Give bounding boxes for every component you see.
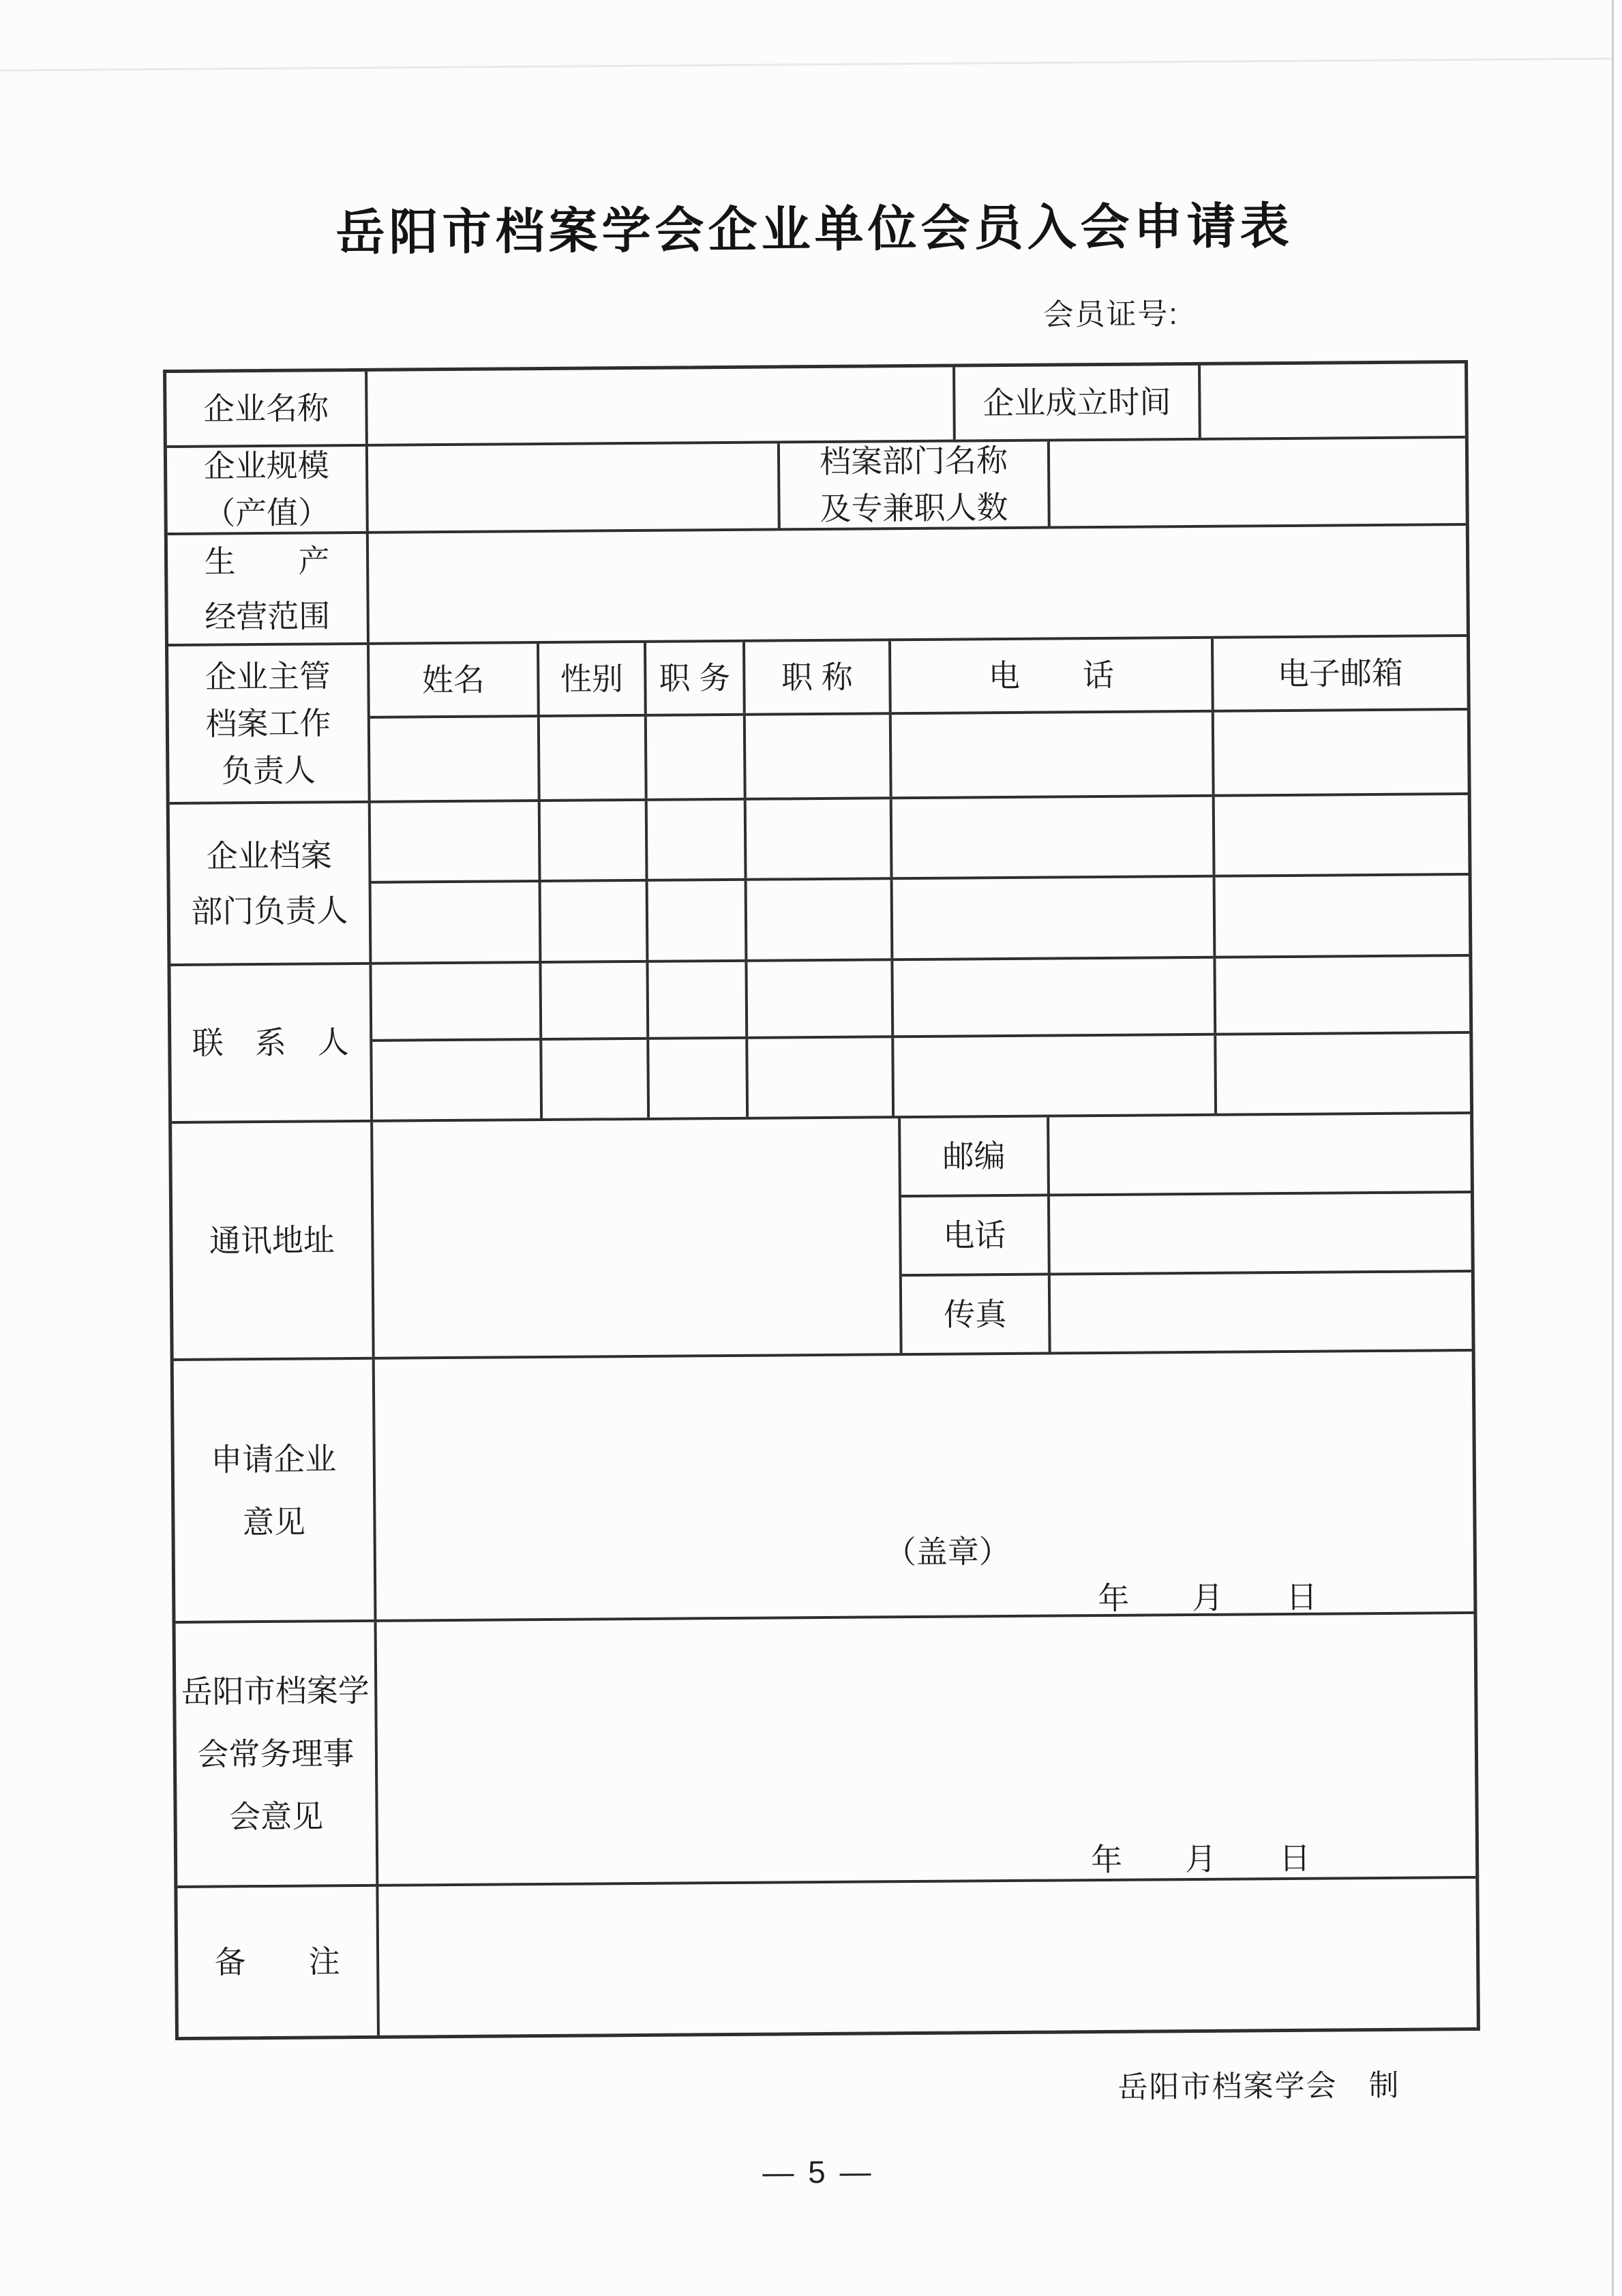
remarks-label-cell: [177, 1887, 380, 2037]
contact-name-cell-1: [372, 964, 542, 1039]
contact-phone-cell-2: [894, 1036, 1217, 1116]
dept-head-gender-cell-2: [541, 882, 649, 961]
dept-head-title-cell-1: [747, 799, 893, 878]
dept-head-position-cell-2: [648, 881, 748, 960]
archive-manager-label-line2: 档案工作: [205, 704, 331, 742]
council-date-hint: 年 月 日: [1090, 1840, 1311, 1878]
dept-head-title-cell-2: [747, 880, 894, 959]
archive-dept-label-cell: [780, 442, 1051, 528]
remarks-label: 备 注: [214, 1943, 340, 1980]
contact-entry-row-2: [372, 1034, 1470, 1120]
contact-position-cell-1: [648, 962, 748, 1037]
apply-date-hint: 年 月 日: [1098, 1579, 1318, 1617]
company-name-value-cell: [367, 368, 956, 444]
contact-title-cell-1: [747, 961, 894, 1037]
archive-manager-entry-row: [370, 711, 1468, 801]
council-opinion-label-cell: [176, 1622, 379, 1885]
manager-position-cell: [647, 716, 747, 799]
address-value-cell: [373, 1118, 903, 1357]
contact-label-cell: [170, 965, 373, 1121]
telephone-label-cell: [901, 1197, 1051, 1274]
postcode-label-cell: [901, 1118, 1050, 1195]
scale-label-line1: 企业规模: [203, 447, 329, 484]
contact-position-cell-2: [649, 1039, 749, 1118]
group-dept-head: [170, 795, 1469, 966]
company-name-label-cell: [166, 372, 368, 445]
row-company-scale: [167, 438, 1466, 535]
scale-label-cell: [167, 447, 369, 533]
telephone-value-cell: [1050, 1193, 1471, 1273]
established-label-cell: [955, 366, 1201, 440]
fax-value-cell: [1051, 1272, 1472, 1352]
manager-name-cell: [370, 717, 541, 801]
group-mailing-address: [172, 1114, 1471, 1361]
apply-opinion-body-cell: [375, 1352, 1474, 1620]
archive-manager-label-cell: [168, 645, 371, 802]
archive-manager-label-line1: 企业主管: [205, 657, 331, 695]
council-opinion-label-line2: 会常务理事: [197, 1735, 355, 1772]
scale-value-cell: [368, 443, 781, 531]
form-maker-label: 岳阳市档案学会 制: [1117, 2068, 1400, 2104]
col-header-phone-cell: [891, 639, 1214, 712]
dept-head-phone-cell-2: [893, 878, 1216, 958]
established-label: 企业成立时间: [982, 383, 1171, 421]
fax-label: 传真: [944, 1296, 1007, 1332]
address-label-cell: [172, 1122, 375, 1358]
dept-head-gender-cell-1: [541, 801, 648, 880]
col-header-title-cell: [745, 641, 892, 713]
page-title: 岳阳市档案学会企业单位会员入会申请表: [335, 198, 1293, 261]
remarks-value-cell: [378, 1879, 1477, 2036]
contact-email-cell-1: [1216, 957, 1469, 1033]
council-opinion-label-line3: 会意见: [228, 1798, 324, 1835]
council-opinion-body-cell: [377, 1614, 1476, 1884]
manager-phone-cell: [892, 713, 1215, 796]
contact-title-cell-2: [748, 1038, 895, 1117]
manager-title-cell: [746, 715, 892, 798]
dept-head-name-cell-1: [371, 802, 541, 881]
archive-dept-label-line2: 及专兼职人数: [820, 489, 1008, 526]
address-label: 通讯地址: [209, 1221, 335, 1259]
manager-email-cell: [1214, 711, 1468, 794]
scan-artifact-vertical-line: [1612, 0, 1614, 2296]
established-value-cell: [1201, 363, 1465, 438]
dept-head-position-cell-1: [648, 801, 747, 879]
col-header-gender-cell: [539, 643, 647, 715]
telephone-label: 电话: [943, 1217, 1006, 1253]
application-form-table: [163, 360, 1480, 2040]
postcode-label: 邮编: [942, 1137, 1006, 1174]
group-contact-person: [170, 957, 1470, 1124]
row-remarks: [177, 1879, 1477, 2037]
business-scope-label-cell: [168, 534, 370, 644]
dept-head-email-cell-1: [1215, 795, 1469, 875]
contact-label: 联 系 人: [192, 1024, 349, 1061]
apply-opinion-label-line1: 申请企业: [211, 1440, 337, 1478]
person-header-row: [370, 637, 1467, 719]
apply-opinion-label-line2: 意见: [242, 1504, 306, 1540]
postcode-value-cell: [1049, 1114, 1471, 1194]
dept-head-phone-cell-1: [892, 797, 1216, 877]
archive-dept-label-line1: 档案部门名称: [819, 442, 1008, 479]
seal-hint: （盖章）: [884, 1533, 1010, 1570]
page-number: — 5 —: [762, 2153, 874, 2190]
business-scope-label-line1: 生 产: [204, 543, 330, 580]
group-archive-manager: [168, 637, 1468, 805]
col-header-email-cell: [1214, 637, 1467, 710]
manager-gender-cell: [540, 717, 648, 799]
col-header-gender: 性别: [560, 660, 624, 697]
col-header-position-cell: [646, 642, 746, 714]
dept-head-label-line2: 部门负责人: [191, 892, 348, 929]
apply-opinion-label-cell: [174, 1360, 377, 1621]
col-header-name: 姓名: [421, 661, 485, 698]
col-header-email: 电子邮箱: [1277, 655, 1404, 691]
col-header-name-cell: [370, 644, 540, 716]
fax-row: [902, 1272, 1472, 1353]
col-header-position: 职 务: [659, 659, 731, 696]
business-scope-value-cell: [369, 526, 1467, 642]
archive-manager-label-line3: 负责人: [221, 751, 316, 788]
dept-head-label-line1: 企业档案: [206, 837, 332, 874]
dept-head-name-cell-2: [372, 882, 542, 962]
row-company-name: [166, 363, 1465, 448]
company-name-label: 企业名称: [202, 389, 329, 427]
archive-dept-value-cell: [1050, 438, 1466, 526]
member-number-label: 会员证号:: [1043, 297, 1179, 332]
col-header-title: 职 称: [781, 659, 853, 695]
telephone-row: [901, 1193, 1471, 1277]
dept-head-label-cell: [170, 803, 372, 964]
business-scope-label-line2: 经营范围: [205, 597, 331, 635]
scan-artifact-horizontal-line: [0, 57, 1614, 71]
contact-email-cell-2: [1216, 1034, 1470, 1114]
contact-entry-row-1: [372, 957, 1469, 1042]
contact-phone-cell-1: [893, 959, 1216, 1035]
row-business-scope: [168, 526, 1467, 646]
fax-label-cell: [902, 1276, 1051, 1354]
contact-gender-cell-1: [541, 963, 649, 1038]
col-header-phone: 电 话: [988, 657, 1115, 694]
contact-name-cell-2: [372, 1041, 543, 1120]
scale-label-line2: （产值）: [203, 494, 330, 531]
dept-head-entry-row-1: [371, 795, 1469, 884]
postcode-row: [901, 1114, 1471, 1197]
dept-head-entry-row-2: [372, 876, 1469, 962]
council-opinion-label-line1: 岳阳市档案学: [181, 1672, 370, 1710]
contact-gender-cell-2: [542, 1040, 650, 1118]
row-apply-opinion: [174, 1352, 1474, 1624]
row-council-opinion: [176, 1614, 1476, 1888]
dept-head-email-cell-2: [1216, 876, 1469, 956]
